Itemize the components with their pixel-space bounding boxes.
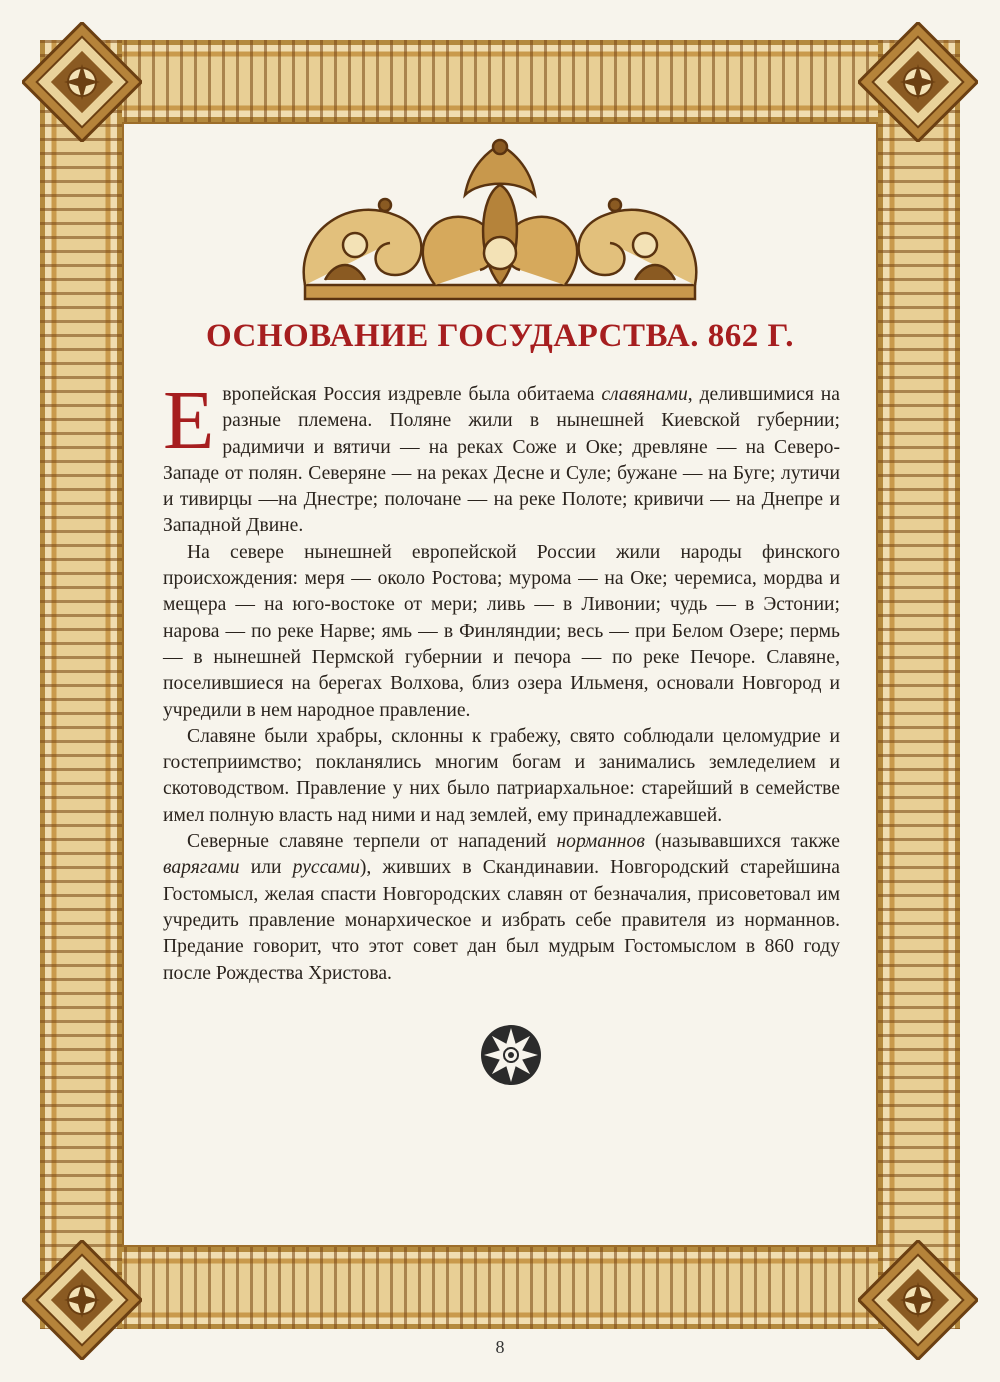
frame-bottom-band: [40, 1247, 960, 1329]
corner-rosette-icon: [22, 22, 142, 142]
paragraph: [163, 374, 840, 540]
emphasized-term: славянами: [601, 384, 688, 405]
emphasized-term: варягами: [163, 857, 240, 879]
text-run: ), живших в Скандинавии. Новгородский старейшина Гостомысл, желая спасти Новгородских славян от безначалия, присоветовал им учредить правление монархическое и избрать себе правителя из норманнов. Предание говорит, что этот совет дан был мудрым Гостомыслом в 860 году после Рождества Христова.: [163, 857, 840, 984]
paragraph-text: [163, 374, 840, 537]
text-run: вропейская Россия издревле была обитаема: [222, 384, 602, 405]
text-run: , делившимися на разные племена. Поляне жили в нынешней Киевской губернии; радимичи и вятичи — на реках Соже и Оке; древляне — на Северо-Западе от полян. Северяне — на реках Десне и Суле; бужане — на Буге; лутичи и тивирцы —на Днестре; полочане — на реке Полоте; кривичи — на Днепре и Западной Двине.: [163, 384, 840, 537]
crown-ornament: [285, 135, 715, 305]
frame-left-band: [40, 40, 122, 1329]
paragraph: [163, 724, 840, 829]
corner-rosette-icon: [22, 1240, 142, 1360]
body-text: [163, 374, 840, 987]
frame-top-band: [40, 40, 960, 122]
corner-rosette-icon: [858, 1240, 978, 1360]
text-run: или: [239, 857, 293, 879]
rosette-ornament: [477, 1021, 545, 1089]
emphasized-term: норманнов: [556, 831, 645, 853]
paragraph: [163, 829, 840, 987]
text-run: (называвшихся также: [644, 831, 840, 853]
text-run: Северные славяне терпели от нападений: [187, 831, 557, 853]
emphasized-term: руссами: [292, 857, 360, 879]
paragraph: [163, 540, 840, 724]
frame-right-band: [878, 40, 960, 1329]
page-title: ОСНОВАНИЕ ГОСУДАРСТВА. 862 Г.: [205, 318, 795, 354]
page-number: 8: [495, 1337, 505, 1357]
corner-rosette-icon: [858, 22, 978, 142]
drop-cap: Е: [163, 374, 215, 467]
text-run: На севере нынешней европейской России жили народы финского происхождения: меря — около Ростова; мурома — на Оке; черемиса, мордва и мещера — на юго-востоке от мери; ливь — в Ливонии; чудь — в Эстонии; нарова — по реке Нарве; ямь — в Финляндии; весь — при Белом Озере; пермь — в нынешней Пермской губернии и печора — по реке Печоре. Славяне, поселившиеся на берегах Волхова, близ озера Ильменя, основали Новгород и учредили в нем народное правление.: [163, 541, 840, 721]
text-run: Славяне были храбры, склонны к грабежу, свято соблюдали целомудрие и гостеприимство; покланялись многим богам и занимались земледелием и скотоводством. Правление у них было патриархальное: старейший в семействе имел полную власть над ними и над землей, ему принадлежавшей.: [163, 725, 840, 826]
